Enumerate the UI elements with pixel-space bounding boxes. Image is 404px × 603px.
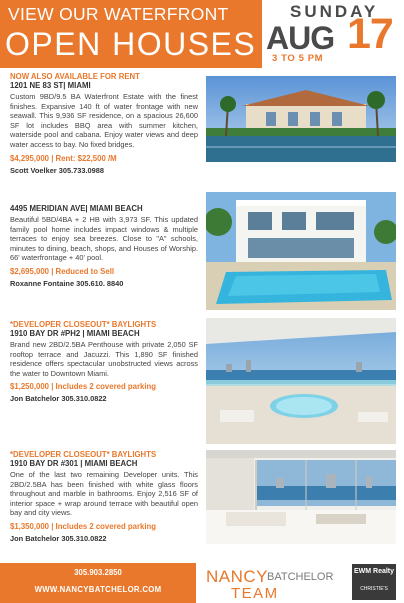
event-day: SUNDAY bbox=[290, 2, 379, 21]
listing-2 bbox=[0, 192, 404, 314]
contact-phone[interactable]: 305.903.2850 bbox=[74, 568, 122, 577]
title-banner bbox=[0, 0, 262, 68]
listing-description: Custom 9BD/9.5 BA Waterfront Estate with the finest finishes. Expansive 140 ft of water frontage with new seawall. This 9,936 SF residence, on a spacious 26,600 SF lot includes BBQ area with summer kitchen, waterside pool and cabana. Enjoy water views and deep water access to bay. No fixed bridges. bbox=[10, 92, 198, 149]
listing-description: Brand new 2BD/2.5BA Penthouse with private 2,050 SF rooftop terrace and Jacuzzi. This 1,890 SF finished residence offers spectacular unobstructed views across the water to Downtown Miami. bbox=[10, 340, 198, 378]
title-line-2: OPEN HOUSES bbox=[5, 26, 257, 62]
event-month: AUG bbox=[266, 20, 335, 56]
header bbox=[0, 0, 404, 68]
listing-photo bbox=[206, 450, 396, 544]
team-logo-first-name: NANCY bbox=[206, 567, 269, 586]
listing-address: 4495 MERIDIAN AVE| MIAMI BEACH bbox=[10, 204, 143, 213]
team-logo-last-name: BATCHELOR bbox=[267, 571, 334, 583]
listing-address: 1201 NE 83 ST| MIAMI bbox=[10, 81, 91, 90]
listing-photo bbox=[206, 318, 396, 444]
listing-price: $1,350,000 | Includes 2 covered parking bbox=[10, 521, 157, 531]
listing-text bbox=[10, 204, 198, 289]
listing-price: $1,250,000 | Includes 2 covered parking bbox=[10, 382, 157, 392]
listing-3 bbox=[0, 318, 404, 444]
title-line-1: VIEW OUR WATERFRONT bbox=[8, 4, 229, 24]
listing-agent: Scott Voelker 305.733.0988 bbox=[10, 165, 104, 175]
listing-text bbox=[10, 450, 198, 544]
event-date bbox=[262, 0, 404, 68]
listing-label: *DEVELOPER CLOSEOUT* BAYLIGHTS bbox=[10, 450, 157, 459]
footer bbox=[0, 555, 404, 603]
listing-label: NOW ALSO AVAILABLE FOR RENT bbox=[10, 72, 140, 81]
listing-agent: Jon Batchelor 305.310.0822 bbox=[10, 394, 107, 404]
listing-text bbox=[10, 72, 198, 176]
listing-agent: Roxanne Fontaine 305.610. 8840 bbox=[10, 278, 124, 288]
listing-1 bbox=[0, 72, 404, 190]
listing-address: 1910 BAY DR #301 | MIAMI BEACH bbox=[10, 459, 138, 468]
listing-4 bbox=[0, 448, 404, 552]
listing-agent: Jon Batchelor 305.310.0822 bbox=[10, 533, 107, 543]
listing-address: 1910 BAY DR #PH2 | MIAMI BEACH bbox=[10, 329, 140, 338]
website-link[interactable]: WWW.NANCYBATCHELOR.COM bbox=[34, 585, 162, 594]
listing-price: $4,295,000 | Rent: $22,500 /M bbox=[10, 153, 117, 163]
event-time: 3 TO 5 PM bbox=[272, 53, 324, 64]
brokerage-affiliate: CHRISTIE'S bbox=[360, 586, 388, 592]
brokerage-name: EWM Realty bbox=[353, 568, 395, 575]
listing-price: $2,695,000 | Reduced to Sell bbox=[10, 266, 115, 276]
event-date-number: 17 bbox=[347, 10, 393, 58]
listing-label: *DEVELOPER CLOSEOUT* BAYLIGHTS bbox=[10, 320, 157, 329]
listing-text bbox=[10, 320, 198, 404]
listing-description: Beautiful 5BD/4BA + 2 HB with 3,973 SF. This updated family pool home includes impact windows & multiple terraces to enjoy sea breezes. Close to "A" schools, minutes to dining, beach, shops, and Houses of Worship. 66' waterfrontage + 40' pool. bbox=[10, 215, 198, 263]
listing-photo bbox=[206, 192, 396, 310]
team-logo-team: TEAM bbox=[231, 585, 279, 602]
listing-description: One of the last two remaining Developer units. This 2BD/2.5BA has been finished with white glass floors throughout and marble in bathrooms. Enjoy 2,516 SF of interior space + wrap around terrace with beautiful open bay and city views. bbox=[10, 470, 198, 518]
brokerage-logo bbox=[352, 564, 396, 600]
listing-photo bbox=[206, 76, 396, 162]
